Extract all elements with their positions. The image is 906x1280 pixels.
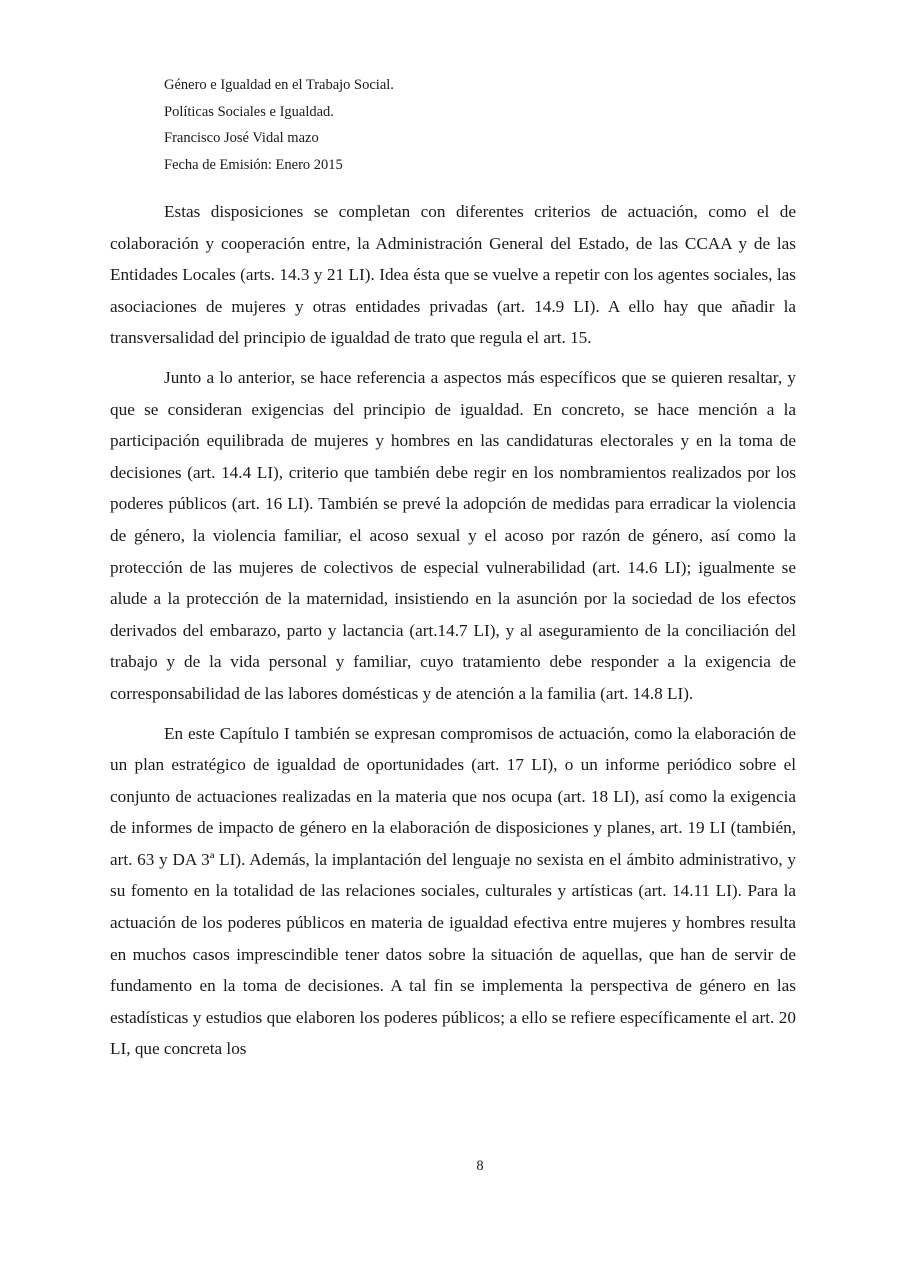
- header-issue-date: Fecha de Emisión: Enero 2015: [164, 156, 343, 173]
- header-course-title: Género e Igualdad en el Trabajo Social.: [164, 77, 394, 93]
- header-subject: Políticas Sociales e Igualdad.: [164, 103, 334, 120]
- document-header: [164, 72, 804, 178]
- paragraph-1: Estas disposiciones se completan con diferentes criterios de actuación, como el de colaboración y cooperación entre, la Administración General del Estado, de las CCAA y de las Entidades Locales (arts. 14.3 y 21 LI). Idea ésta que se vuelve a repetir con los agentes sociales, las asociaciones de mujeres y otras entidades privadas (art. 14.9 LI). A ello hay que añadir la transversalidad del principio de igualdad de trato que regula el art. 15.: [110, 202, 796, 348]
- paragraph-2: Junto a lo anterior, se hace referencia a aspectos más específicos que se quieren resaltar, y que se consideran exigencias del principio de igualdad. En concreto, se hace mención a la participación equilibrada de mujeres y hombres en las candidaturas electorales y en la toma de decisiones (art. 14.4 LI), criterio que también debe regir en los nombramientos realizados por los poderes públicos (art. 16 LI). También se prevé la adopción de medidas para erradicar la violencia de género, la violencia familiar, el acoso sexual y el acoso por razón de género, así como la protección de las mujeres de colectivos de especial vulnerabilidad (art. 14.6 LI); igualmente se alude a la protección de la maternidad, insistiendo en la asunción por la sociedad de los efectos derivados del embarazo, parto y lactancia (art.14.7 LI), y al aseguramiento de la conciliación del trabajo y de la vida personal y familiar, cuyo tratamiento debe responder a la exigencia de corresponsabilidad de las labores domésticas y de atención a la familia (art. 14.8 LI).: [110, 367, 796, 703]
- header-author: Francisco José Vidal mazo: [164, 130, 319, 146]
- document-body: [110, 196, 796, 1073]
- page-number: 8: [476, 1158, 484, 1174]
- paragraph-3: En este Capítulo I también se expresan compromisos de actuación, como la elaboración de un plan estratégico de igualdad de oportunidades (art. 17 LI), o un informe periódico sobre el conjunto de actuaciones realizadas en la materia que nos ocupa (art. 18 LI), así como la exigencia de informes de impacto de género en la elaboración de disposiciones y planes, art. 19 LI (también, art. 63 y DA 3ª LI). Además, la implantación del lenguaje no sexista en el ámbito administrativo, y su fomento en la totalidad de las relaciones sociales, culturales y artísticas (art. 14.11 LI). Para la actuación de los poderes públicos en materia de igualdad efectiva entre mujeres y hombres resulta en muchos casos imprescindible tener datos sobre la situación de aquellas, que han de servir de fundamento en la toma de decisiones. A tal fin se implementa la perspectiva de género en las estadísticas y estudios que elaboren los poderes públicos; a ello se refiere específicamente el art. 20 LI, que concreta los: [110, 723, 796, 1059]
